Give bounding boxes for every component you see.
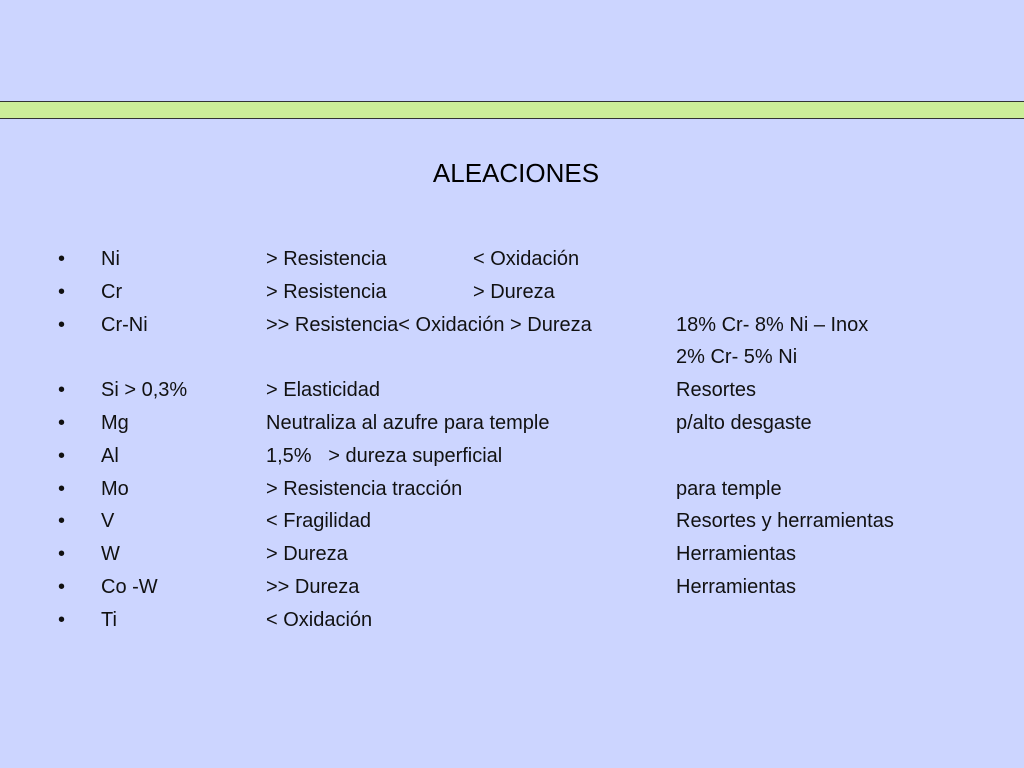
element-name: Si > 0,3% <box>101 379 188 402</box>
element-name: Mo <box>101 477 129 500</box>
element-name: Ti <box>101 608 117 631</box>
header-bar <box>0 101 1024 119</box>
list-item <box>0 604 1024 637</box>
slide-title: ALEACIONES <box>432 158 600 188</box>
bullet: • <box>58 379 66 402</box>
bullet: • <box>58 608 66 631</box>
element-use: 2% Cr- 5% Ni <box>676 346 798 369</box>
element-use: Herramientas <box>676 543 797 566</box>
list-item <box>0 407 1024 440</box>
list-item <box>0 243 1024 276</box>
element-use: 18% Cr- 8% Ni – Inox <box>676 313 869 336</box>
element-name: Cr-Ni <box>101 313 148 336</box>
element-effect: > Resistencia tracción <box>266 477 463 500</box>
element-name: Ni <box>101 248 120 270</box>
element-effect: > Elasticidad <box>266 379 380 402</box>
list-item <box>0 341 1024 374</box>
element-use: Resortes <box>676 379 757 402</box>
bullet: • <box>58 575 66 598</box>
list-item <box>0 538 1024 571</box>
list-item <box>0 505 1024 538</box>
element-effect: Neutraliza al azufre para temple <box>266 411 550 434</box>
element-effect: < Fragilidad <box>266 510 372 533</box>
bullet: • <box>58 444 66 467</box>
element-effect: > Resistencia <box>266 248 387 270</box>
bullet: • <box>58 248 66 270</box>
bullet: • <box>58 477 66 500</box>
element-extra: > Dureza <box>473 280 555 303</box>
element-name: Mg <box>101 411 129 434</box>
element-use: p/alto desgaste <box>676 411 812 434</box>
element-name: Co -W <box>101 575 158 598</box>
bullet: • <box>58 543 66 566</box>
element-use: Herramientas <box>676 575 797 598</box>
element-effect: < Oxidación <box>266 608 373 631</box>
element-effect: 1,5% > dureza superficial <box>266 444 503 467</box>
element-effect: > Dureza <box>266 543 348 566</box>
element-effect: >> Dureza <box>266 575 360 598</box>
bullet: • <box>58 280 66 303</box>
list-item <box>0 276 1024 309</box>
element-extra: < Oxidación <box>473 248 580 270</box>
list-item <box>0 374 1024 407</box>
list-item <box>0 473 1024 506</box>
element-name: V <box>101 510 115 533</box>
element-effect: >> Resistencia< Oxidación > Dureza <box>266 313 592 336</box>
bullet: • <box>58 510 66 533</box>
list-item <box>0 309 1024 342</box>
element-name: Cr <box>101 280 123 303</box>
bullet: • <box>58 411 66 434</box>
alloy-list <box>0 243 1024 637</box>
element-name: Al <box>101 444 119 467</box>
list-item <box>0 440 1024 473</box>
element-name: W <box>101 543 120 566</box>
bullet: • <box>58 313 66 336</box>
element-use: Resortes y herramientas <box>676 510 894 533</box>
element-effect: > Resistencia <box>266 280 387 303</box>
list-item <box>0 571 1024 604</box>
element-use: para temple <box>676 477 782 500</box>
